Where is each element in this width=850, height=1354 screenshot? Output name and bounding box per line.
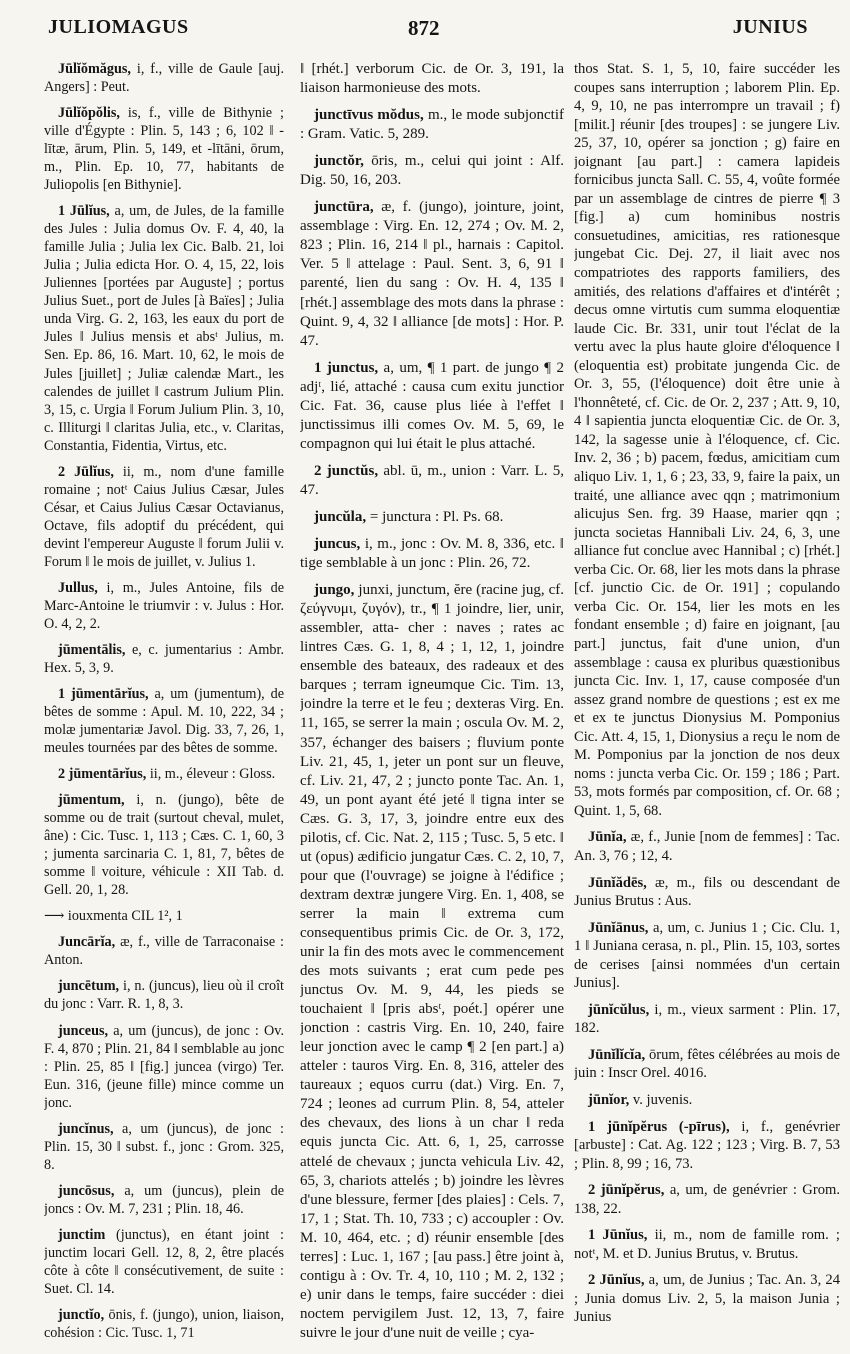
dictionary-entry xyxy=(44,579,284,633)
dictionary-entry xyxy=(574,1226,840,1263)
entry-definition: i, f., ville de Gaule [auj. Angers] : Peut. xyxy=(44,61,284,96)
entry-definition: ⟶ iouxmenta CIL 1², 1 xyxy=(44,908,183,925)
dictionary-entry xyxy=(300,60,564,98)
entry-definition: ii, m., éleveur : Gloss. xyxy=(146,766,276,783)
column-3 xyxy=(574,60,840,1350)
entry-definition: (junctus), en étant joint : junctim locari Gell. 12, 8, 2, être placés côte à côte ‖ consécutivement, de suite : Suet. Cl. 14. xyxy=(44,1226,284,1297)
entry-definition: i, n. (jungo), bête de somme ou de trait (surtout cheval, mulet, âne) : Cic. Tusc. 1, 113 ; Cæs. C. 1, 60, 3 ; jumenta sarcinaria C. 1, 81, 7, bêtes de somme ‖ voiture, véhicule : XII Tab. d. Gell. 20, 1, 28. xyxy=(44,792,284,899)
entry-definition: a, um, ¶ 1 part. de jungo ¶ 2 adjᵗ, lié, attaché : causa cum exitu junctior Cic. Fat. 36, cause plus liée à l'effet ‖ junctissimus illi comes Ov. M. 5, 69, le compagnon qui lui était le plus attaché. xyxy=(300,359,564,452)
dictionary-entry xyxy=(44,765,284,783)
dictionary-entry xyxy=(300,535,564,573)
entry-definition: ōrum, fêtes célébrées au mois de juin : Inscr Orel. 4016. xyxy=(574,1046,840,1082)
dictionary-entry xyxy=(44,1226,284,1298)
dictionary-entry xyxy=(44,933,284,969)
dictionary-entry xyxy=(44,463,284,571)
entry-definition: a, um (juncus), de jonc : Ov. F. 4, 870 ; Plin. 21, 84 ‖ semblable au jonc : Plin. 25, 85 ‖ [fig.] juncea (virgo) Ter. Eun. 316, (jeune fille) mince comme un jonc. xyxy=(44,1022,284,1111)
dictionary-entry xyxy=(300,198,564,350)
entry-headword: juncĭnus, xyxy=(58,1120,114,1137)
entry-definition: a, um (juncus), plein de joncs : Ov. M. 7, 231 ; Plin. 18, 46. xyxy=(44,1182,284,1217)
entry-definition: thos Stat. S. 1, 5, 10, faire succéder les coupes sans interruption ; laborem Plin. Ep. 4, 9, 10, ne pas interrompre un travail ; f) [milit.] réunir [des troupes] : se jungere Liv. 25, 37, 10, opérer sa jonction ; g) faire en joignant [au part.] : camera lapideis fornicibus juncta Sall. C. 55, 4, voûte formée par un assemblage de cintres de pierre ¶ 3 [fig.] a) cum hominibus nostris consuetudines, amicitias, res rationesque jungebat Cic. Dej. 27, il liait avec nos compatriotes des rapports familiers, des amitiés, des relations d'affaires et d'intérêt ; decus omne virtutis cum summa eloquentiæ laude Cic. Br. 331, unir tout l'éclat de la vertu avec la plus haute gloire d'éloquence ‖ (eloquentia est) probitate jungenda Cic. de Or. 3, 55, (l'éloquence) doit être unie à l'honnêteté, cf. Cic. de Or. 2, 237 ; Att. 9, 10, 4 ‖ sapientia juncta eloquentiæ Cic. de Or. 3, 142, la sagesse unie à l'éloquence, cf. Cic. Inv. 2, 36 ; b) pacem, fœdus, amicitiam cum aliquo Liv. 1, 1, 6 ; 23, 33, 9, faire la paix, un traité, une alliance avec qqn ; matrimonium alicujus Sen. frg. 39 Haase, marier qqn ; juncta societas Hannibali Liv. 24, 6, 3, une alliance fut conclue avec Hannibal ; c) [rhét.] verba Cic. Or. 68, lier les mots dans la phrase [cf. junctio Cic. de Or. 191] ; copulando verba Cic. Or. 154, lier les mots en les fondant ensemble ; d) faire en joignant, [au part.] junctus, fait d'une union, d'un assemblage : causa ex pluribus quæstionibus juncta Cic. Inv. 1, 17, cause composée d'un assez grand nombre de questions ; est ex me et ex te junctus Dionysius M. Pomponius Cic. Att. 4, 15, 1, Dionysius a reçu le nom de M. Pomponius par la jonction de nos deux noms : juncta verba Cic. Or. 159 ; 186 ; Part. 53, mots formés par composition, cf. Or. 68 ; Quint. 1, 5, 68. xyxy=(574,61,840,819)
entry-headword: Jūlĭŏmăgus, xyxy=(58,61,131,77)
entry-headword: Jūnĭa, xyxy=(588,829,627,846)
entry-definition: i, m., Jules Antoine, fils de Marc-Antoine le triumvir : v. Julus : Hor. O. 4, 2, 2. xyxy=(44,579,284,632)
entry-headword: junctŏr, xyxy=(314,153,364,170)
column-2 xyxy=(300,60,564,1350)
entry-headword: 1 jūnĭpĕrus (-pīrus), xyxy=(588,1118,730,1135)
entry-definition: ii, m., nom de famille rom. ; notᵗ, M. et D. Junius Brutus, v. Brutus. xyxy=(574,1227,840,1262)
dictionary-entry xyxy=(300,508,564,527)
entry-definition: junxi, junctum, ĕre (racine jug, cf. ζεύγνυμι, ζυγόν), tr., ¶ 1 joindre, lier, unir, assembler, atta- cher : naves ; rates ac lintres Cæs. G. 1, 8, 4 ; 1, 12, 1, joindre ensemble des bateaux, des radeaux et des barques ; terram igneumque Cic. Tim. 13, joindre la terre et le feu ; dexteras Virg. En. 11, 165, se serrer la main ; oscula Ov. M. 2, 357, échanger des baisers ; fluvium ponte Liv. 21, 45, 1, jeter un pont sur un fleuve, cf. Liv. 21, 47, 2 ; juncto ponte Tac. An. 1, 49, un pont ayant été jeté ‖ tigna inter se Cæs. G. 3, 17, 3, joindre entre eux des pilotis, cf. Cic. Nat. 2, 115 ; Tusc. 5, 5 etc. ‖ ut (opus) ædificio jungatur Cæs. C. 2, 10, 7, pour que (l'ouvrage) se joigne à l'édifice ; dextram dextræ jungere Virg. En. 1, 408, se serrer la main ‖ extrema cum consequentibus primis Cic. de Or. 3, 172, unir la fin des mots avec le commencement des mots suivants ; erat cum pede pes junctus Ov. M. 9, 44, les pieds se touchaient ‖ [pris absᵗ, poét.] opérer une jonction : castris Virg. En. 10, 240, faire leur jonction avec le camp ¶ 2 [en part.] a) atteler : tauros Virg. En. 8, 316, atteler des taureaux ; equos curru (dat.) Virg. En. 7, 724 ; leones ad currum Plin. 8, 54, atteler des chevaux, des lions à un char ‖ reda equis juncta Cic. Att. 6, 1, 25, carrosse attelé de chevaux ; juncta vehicula Liv. 42, 65, 3, chariots attelés ; b) joindre les lèvres d'une blessure, fermer [des plaies] : Cels. 7, 17, 1 ; Stat. Th. 10, 733 ; c) accoupler : Ov. M. 10, 464, etc. ; d) réunir ensemble [des terres] : Luc. 1, 167 ; [au pass.] être joint à, contigu à : Ov. Tr. 4, 10, 110 ; M. 2, 132 ; e) unir dans le temps, faire succéder : diei noctem pervigilem Just. 12, 13, 7, faire suivre le jour d'une nuit de veille ; cya- xyxy=(300,582,564,1341)
dictionary-entry xyxy=(44,1306,284,1342)
entry-definition: = junctura : Pl. Ps. 68. xyxy=(366,508,504,525)
column-1 xyxy=(44,60,284,1350)
entry-definition: æ, m., fils ou descendant de Junius Brutus : Aus. xyxy=(574,874,840,910)
dictionary-entry xyxy=(574,1001,840,1038)
entry-definition: a, um, de genévrier : Grom. 138, 22. xyxy=(574,1182,840,1217)
dictionary-entry xyxy=(574,60,840,820)
entry-definition: a, um, de Jules, de la famille des Jules : Julia domus Ov. F. 4, 40, la famille Julia ; Julia lex Cic. Balb. 21, loi Julia ; Julia edicta Hor. O. 4, 15, 22, lois Juliennes [portées par Auguste] ; portus Julius Suet., port de Jules [à Baïes] ; Julia unda Virg. G. 2, 163, les eaux du port de Jules ‖ Julius mensis et absᵗ Julius, m. Sen. Ep. 86, 16. Mart. 10, 62, le mois de Jules [juillet] ; Juliæ calendæ Mart., les calendes de juillet ‖ castrum Julium Plin. 3, 15, c. Urgia ‖ Forum Julium Plin. 3, 10, c. Illiturgi ‖ claritas Julia, etc., v. Claritas, Constantia, Fidentia, Virtus, etc. xyxy=(44,203,284,454)
dictionary-entry xyxy=(44,1022,284,1112)
entry-headword: junctĭo, xyxy=(58,1306,105,1323)
dictionary-entry xyxy=(574,1091,840,1110)
entry-headword: Jūlĭŏpŏlis, xyxy=(58,105,120,122)
header-left-guideword: JULIOMAGUS xyxy=(48,16,189,38)
dictionary-entry xyxy=(300,359,564,454)
entry-definition: æ, f., Junie [nom de femmes] : Tac. An. 3, 76 ; 12, 4. xyxy=(574,829,840,864)
dictionary-entry xyxy=(300,106,564,144)
dictionary-entry xyxy=(574,1046,840,1083)
entry-headword: jungo, xyxy=(314,582,355,599)
dictionary-entry xyxy=(300,152,564,190)
entry-headword: juncōsus, xyxy=(58,1182,115,1199)
dictionary-entry xyxy=(44,60,284,96)
dictionary-entry xyxy=(574,874,840,911)
dictionary-entry xyxy=(574,828,840,865)
entry-definition: m., le mode subjonctif : Gram. Vatic. 5, 289. xyxy=(300,107,564,143)
entry-definition: abl. ū, m., union : Varr. L. 5, 47. xyxy=(300,462,564,498)
entry-definition: v. juvenis. xyxy=(629,1091,693,1108)
entry-headword: Jūnĭānus, xyxy=(588,919,649,936)
dictionary-entry xyxy=(44,641,284,677)
entry-definition: æ, f., ville de Tarraconaise : Anton. xyxy=(44,934,284,969)
entry-definition: a, um, c. Junius 1 ; Cic. Clu. 1, 1 ‖ Juniana cerasa, n. pl., Plin. 15, 103, sortes de cerises [ainsi nommées d'un certain Junius]. xyxy=(574,919,840,992)
entry-definition: æ, f. (jungo), jointure, joint, assemblage : Virg. En. 12, 274 ; Ov. M. 2, 823 ; Plin. 16, 214 ‖ pl., harnais : Capitol. Ver. 5 ‖ attelage : Paul. Sent. 3, 6, 91 ‖ parenté, lien du sang : Ov. H. 4, 135 ‖ [rhét.] assemblage des mots dans la phrase : Quint. 9, 4, 32 ‖ alliance [de mots] : Hor. P. 47. xyxy=(300,199,564,349)
entry-headword: 1 jūmentārĭus, xyxy=(58,686,149,702)
entry-headword: 2 Jūnĭus, xyxy=(588,1272,645,1289)
dictionary-entry xyxy=(574,1118,840,1174)
entry-definition: a, um, de Junius ; Tac. An. 3, 24 ; Junia domus Liv. 2, 5, la maison Junia ; Junius xyxy=(574,1272,840,1326)
entry-headword: junctūra, xyxy=(314,199,374,216)
dictionary-entry xyxy=(44,685,284,757)
dictionary-entry xyxy=(44,907,284,925)
entry-headword: jūmentālis, xyxy=(58,641,126,658)
entry-definition: a, um (jumentum), de bêtes de somme : Apul. M. 10, 222, 34 ; molæ jumentariæ Javol. Dig. 33, 7, 26, 1, meules tournées par des bêtes de somme. xyxy=(44,686,284,757)
dictionary-entry xyxy=(44,1182,284,1218)
entry-headword: 2 Jūlĭus, xyxy=(58,463,114,480)
entry-definition: ōnis, f. (jungo), union, liaison, cohésion : Cic. Tusc. 1, 71 xyxy=(44,1306,284,1341)
entry-headword: jūmentum, xyxy=(58,792,125,809)
entry-headword: Jūnĭădēs, xyxy=(588,874,647,891)
entry-headword: junctīvus mŏdus, xyxy=(314,107,424,124)
entry-headword: jūnĭor, xyxy=(588,1091,630,1108)
dictionary-entry xyxy=(300,581,564,1343)
entry-definition: i, m., jonc : Ov. M. 8, 336, etc. ‖ tige semblable à un jonc : Plin. 26, 72. xyxy=(300,536,564,572)
entry-definition: ōris, m., celui qui joint : Alf. Dig. 50, 16, 203. xyxy=(300,153,564,189)
entry-headword: 1 junctus, xyxy=(314,359,379,376)
entry-definition: a, um (juncus), de jonc : Plin. 15, 30 ‖ subst. f., jonc : Grom. 325, 8. xyxy=(44,1120,284,1173)
entry-headword: juncŭla, xyxy=(314,508,367,525)
dictionary-entry xyxy=(44,104,284,194)
entry-headword: Juncārĭa, xyxy=(58,934,116,951)
entry-headword: juncus, xyxy=(314,536,361,553)
entry-headword: junctim xyxy=(58,1226,106,1243)
dictionary-entry xyxy=(44,202,284,454)
dictionary-entry xyxy=(44,791,284,899)
dictionary-entry xyxy=(574,1271,840,1327)
dictionary-entry xyxy=(44,977,284,1013)
dictionary-entry xyxy=(574,919,840,993)
dictionary-entry xyxy=(300,462,564,500)
entry-headword: 1 Jūlĭus, xyxy=(58,203,110,220)
entry-definition: is, f., ville de Bithynie ; ville d'Égypte : Plin. 5, 143 ; 6, 102 ‖ -lītæ, ārum, Plin. 5, 149, et -lītāni, ōrum, m., Plin. Ep. 10, 77, habitants de Juliopolis [en Bithynie]. xyxy=(44,105,284,194)
entry-headword: 2 jūnĭpĕrus, xyxy=(588,1182,665,1199)
entry-definition: e, c. jumentarius : Ambr. Hex. 5, 3, 9. xyxy=(44,641,284,676)
entry-definition: i, f., genévrier [arbuste] : Cat. Ag. 122 ; 123 ; Virg. B. 7, 53 ; Plin. 8, 99 ; 16, 73. xyxy=(574,1118,840,1172)
entry-definition: i, m., vieux sarment : Plin. 17, 182. xyxy=(574,1001,840,1037)
entry-headword: Jūnĭlĭcĭa, xyxy=(588,1046,646,1063)
entry-definition: i, n. (juncus), lieu où il croît du jonc : Varr. R. 1, 8, 3. xyxy=(44,978,284,1013)
entry-headword: 2 jūmentārĭus, xyxy=(58,766,147,783)
entry-headword: juncētum, xyxy=(58,978,120,995)
entry-definition: ‖ [rhét.] verborum Cic. de Or. 3, 191, la liaison harmonieuse des mots. xyxy=(300,61,564,97)
dictionary-entry xyxy=(44,1120,284,1174)
page-number: 872 xyxy=(408,16,440,40)
header-right-guideword: JUNIUS xyxy=(732,16,808,38)
entry-definition: ii, m., nom d'une famille romaine ; notᵗ Caius Julius Cæsar, Jules César, et Caius Julius Cæsar Octavianus, Octave, fils adoptif du précédent, qui devint l'empereur Auguste ‖ forum Julii v. Forum ‖ le mois de juillet, v. Julius 1. xyxy=(44,463,284,570)
entry-headword: 2 junctŭs, xyxy=(314,462,379,479)
entry-headword: jūnĭcŭlus, xyxy=(588,1001,650,1018)
entry-headword: junceus, xyxy=(58,1022,109,1039)
dictionary-entry xyxy=(574,1181,840,1218)
entry-headword: 1 Jūnĭus, xyxy=(588,1227,648,1244)
page-header xyxy=(0,16,850,46)
entry-headword: Jullus, xyxy=(58,579,98,596)
